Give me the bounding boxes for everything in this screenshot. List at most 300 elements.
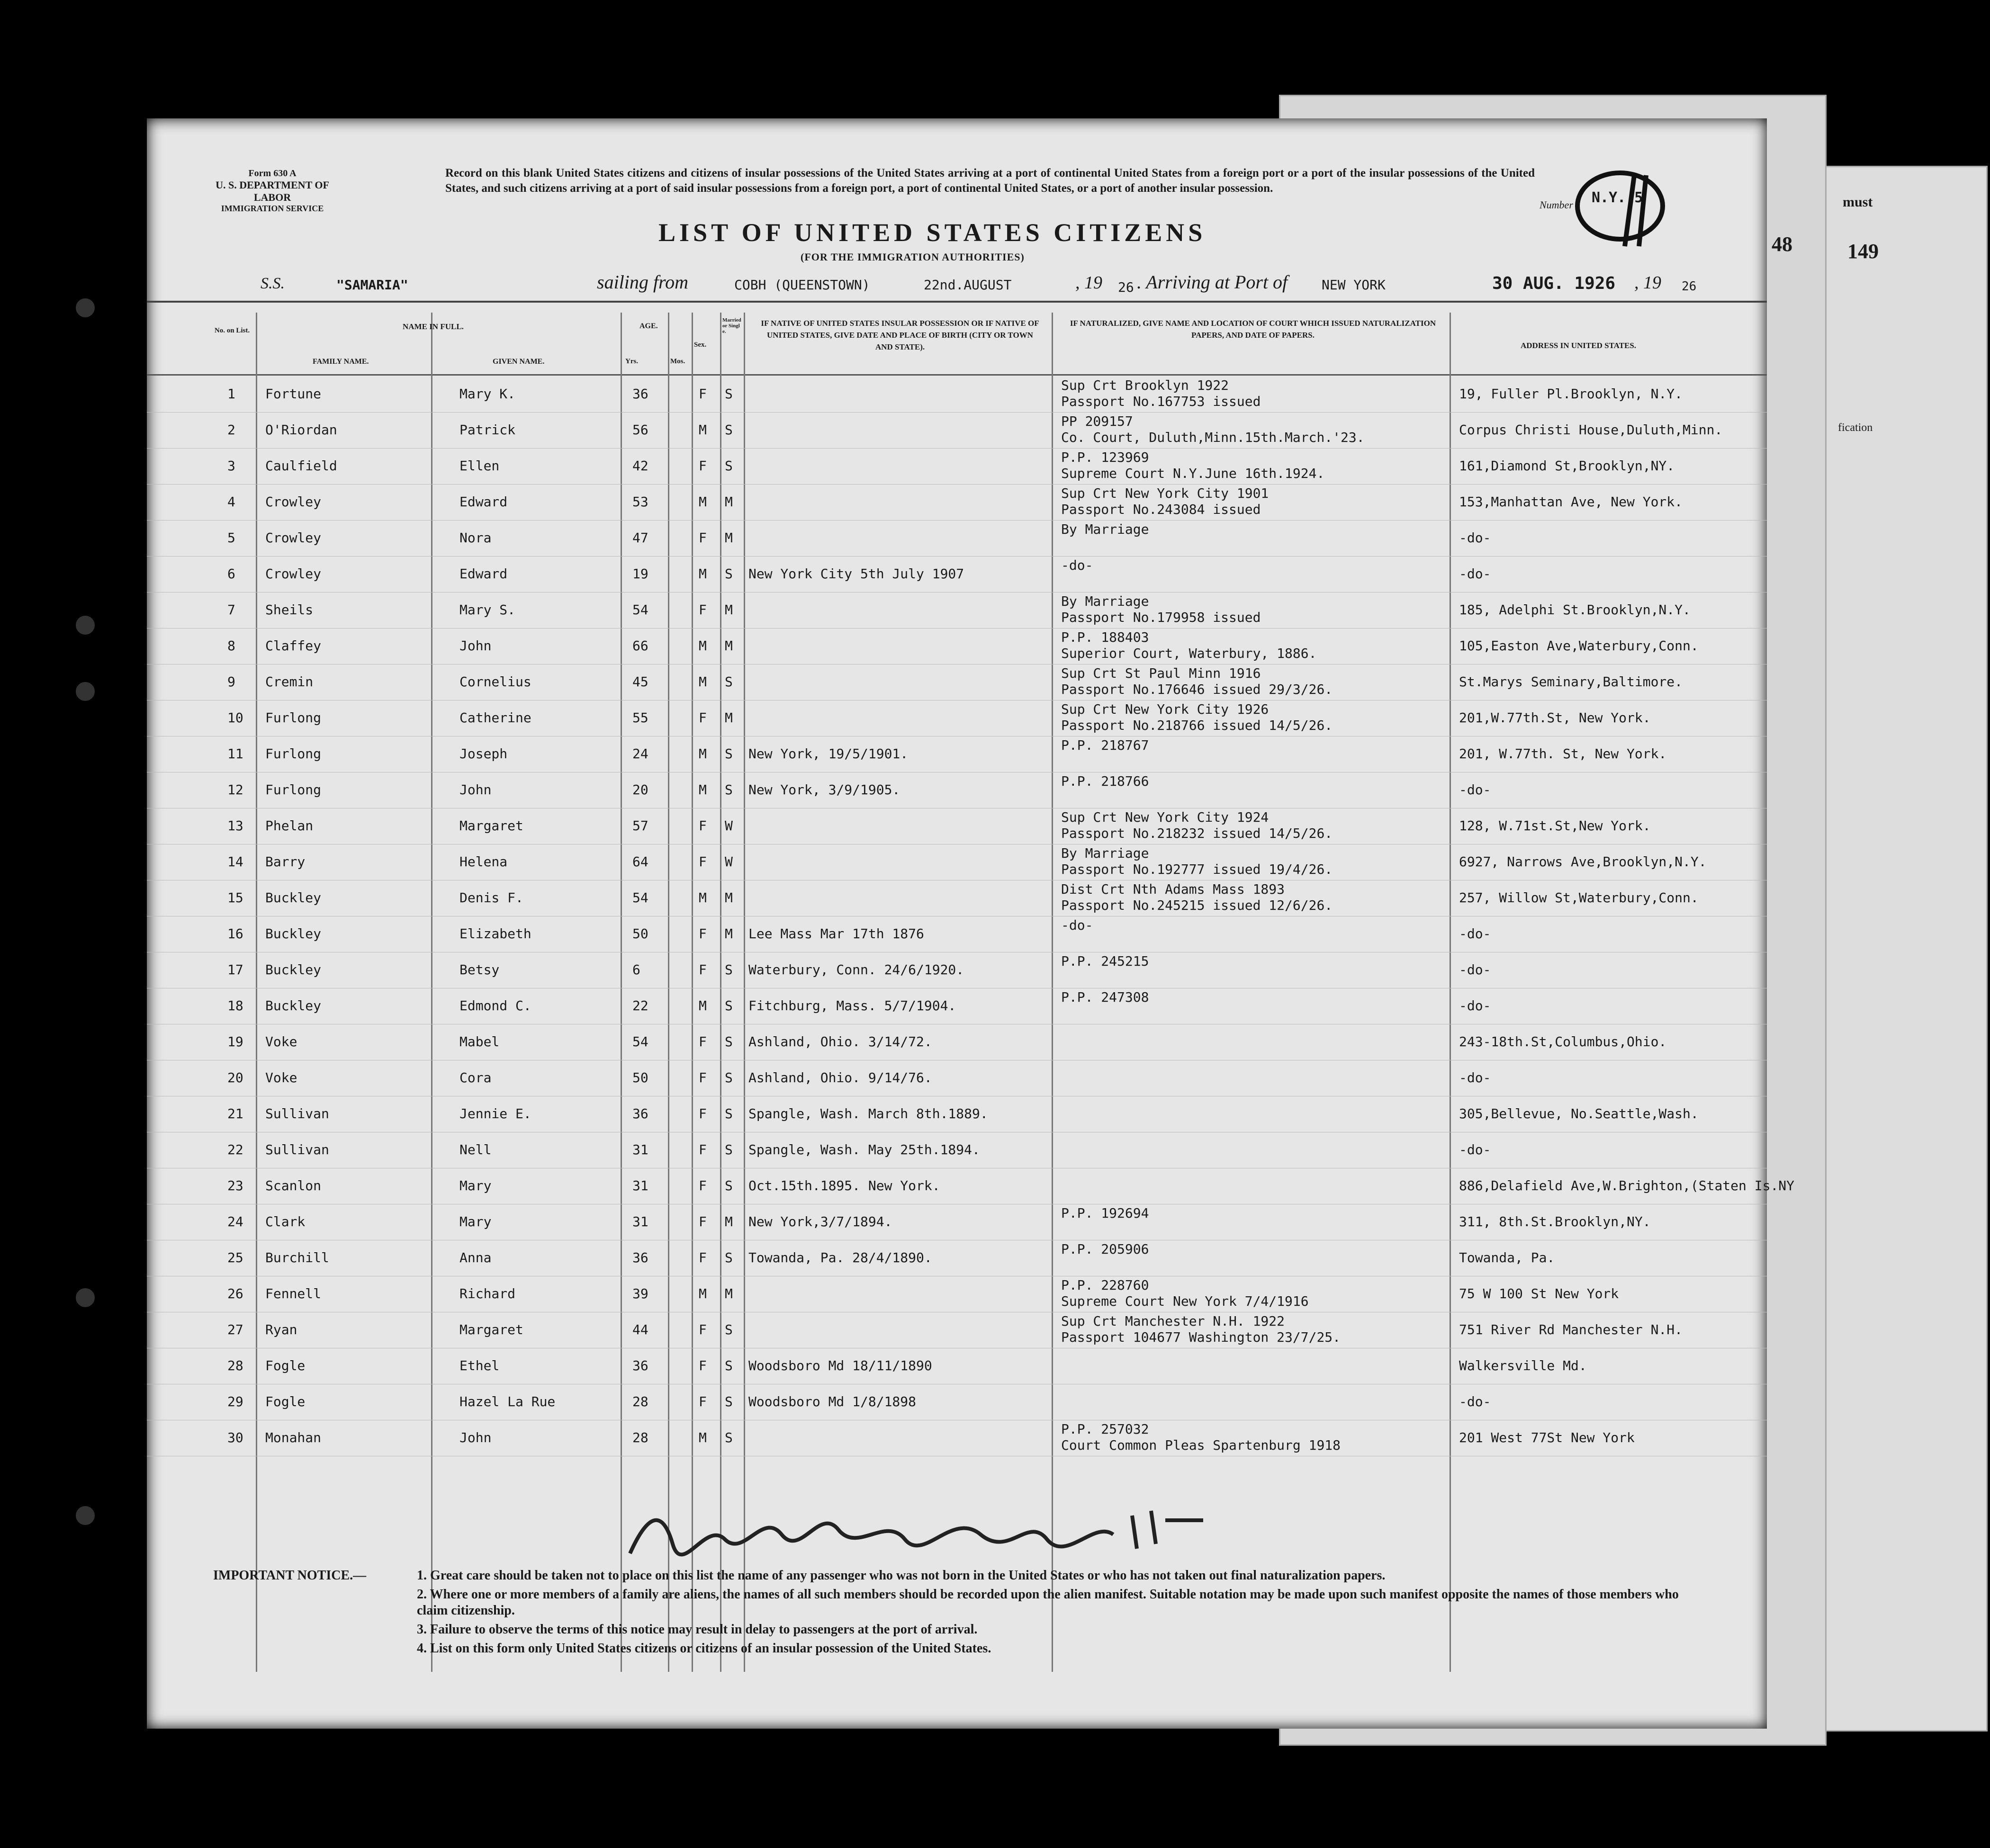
cell-marital: M: [725, 890, 733, 906]
signature: [621, 1501, 1236, 1568]
cell-no: 30: [227, 1430, 243, 1445]
cell-given-name: Richard: [459, 1286, 516, 1301]
col-header-age: AGE.: [639, 322, 658, 330]
cell-given-name: Margaret: [459, 1322, 523, 1337]
cell-naturalization-2: Passport No.243084 issued: [1061, 502, 1261, 517]
cell-marital: W: [725, 818, 733, 834]
table-row: [147, 1204, 1767, 1240]
cell-family-name: Barry: [265, 854, 306, 870]
cell-sex: F: [699, 602, 707, 618]
date-from: 22nd.AUGUST: [924, 277, 1012, 293]
cell-family-name: Sullivan: [265, 1142, 329, 1157]
cell-family-name: Furlong: [265, 746, 322, 762]
cell-given-name: Jennie E.: [459, 1106, 531, 1121]
cell-sex: M: [699, 638, 707, 654]
cell-address: 751 River Rd Manchester N.H.: [1459, 1322, 1683, 1337]
cell-marital: S: [725, 1322, 733, 1337]
cell-family-name: Fortune: [265, 386, 322, 402]
cell-marital: S: [725, 422, 733, 438]
cell-age-years: 31: [632, 1178, 648, 1193]
cell-age-years: 6: [632, 962, 640, 978]
cell-sex: F: [699, 1106, 707, 1121]
cell-no: 8: [227, 638, 235, 654]
cell-naturalization-1: By Marriage: [1061, 521, 1149, 537]
cell-birth: New York City 5th July 1907: [748, 566, 964, 582]
cell-marital: M: [725, 494, 733, 510]
table-row: [147, 808, 1767, 844]
cell-naturalization-1: P.P. 218766: [1061, 773, 1149, 789]
cell-naturalization-1: P.P. 218767: [1061, 737, 1149, 753]
cell-birth: Ashland, Ohio. 3/14/72.: [748, 1034, 932, 1050]
notice-item: 2. Where one or more members of a family are aliens, the names of all such members should be recorded upon the alien manifest. Suitable notation may be made upon such manifest opposite the names of those members who claim citizenship.: [417, 1587, 1679, 1618]
cell-marital: M: [725, 638, 733, 654]
cell-birth: New York,3/7/1894.: [748, 1214, 892, 1229]
cell-given-name: Mary S.: [459, 602, 516, 618]
cell-address: 75 W 100 St New York: [1459, 1286, 1619, 1301]
cell-age-years: 64: [632, 854, 648, 870]
cell-given-name: John: [459, 1430, 492, 1445]
cell-family-name: Cremin: [265, 674, 314, 690]
cell-family-name: O'Riordan: [265, 422, 337, 438]
cell-given-name: Mary K.: [459, 386, 516, 402]
cell-address: 19, Fuller Pl.Brooklyn, N.Y.: [1459, 386, 1683, 402]
cell-sex: M: [699, 746, 707, 762]
cell-age-years: 31: [632, 1142, 648, 1157]
cell-address: 153,Manhattan Ave, New York.: [1459, 494, 1683, 510]
table-row: [147, 592, 1767, 628]
cell-given-name: Cornelius: [459, 674, 531, 690]
cell-sex: F: [699, 1070, 707, 1085]
cell-no: 9: [227, 674, 235, 690]
cell-birth: New York, 3/9/1905.: [748, 782, 900, 798]
cell-naturalization-1: P.P. 123969: [1061, 449, 1149, 465]
page-subtitle: (FOR THE IMMIGRATION AUTHORITIES): [801, 251, 1025, 263]
cell-no: 2: [227, 422, 235, 438]
cell-naturalization-2: Superior Court, Waterbury, 1886.: [1061, 646, 1317, 661]
cell-family-name: Crowley: [265, 566, 322, 582]
cell-marital: S: [725, 782, 733, 798]
cell-sex: M: [699, 422, 707, 438]
cell-address: 311, 8th.St.Brooklyn,NY.: [1459, 1214, 1651, 1229]
cell-family-name: Ryan: [265, 1322, 297, 1337]
cell-family-name: Monahan: [265, 1430, 322, 1445]
year-2: 26: [1682, 279, 1697, 294]
cell-no: 13: [227, 818, 243, 834]
cell-marital: S: [725, 1430, 733, 1445]
cell-given-name: Betsy: [459, 962, 500, 978]
cell-given-name: Catherine: [459, 710, 531, 726]
cell-no: 24: [227, 1214, 243, 1229]
cell-sex: F: [699, 1178, 707, 1193]
cell-no: 5: [227, 530, 235, 546]
cell-naturalization-2: Passport No.245215 issued 12/6/26.: [1061, 897, 1333, 913]
cell-no: 11: [227, 746, 243, 762]
cell-age-years: 22: [632, 998, 648, 1014]
port-from: COBH (QUEENSTOWN): [734, 277, 870, 293]
col-header-address: ADDRESS IN UNITED STATES.: [1521, 341, 1637, 350]
number-label: Number: [1540, 199, 1573, 211]
cell-sex: F: [699, 458, 707, 474]
cell-marital: M: [725, 530, 733, 546]
cell-family-name: Crowley: [265, 530, 322, 546]
cell-age-years: 53: [632, 494, 648, 510]
table-row: [147, 1312, 1767, 1348]
table-row: [147, 772, 1767, 808]
cell-family-name: Fogle: [265, 1394, 306, 1409]
cell-family-name: Crowley: [265, 494, 322, 510]
cell-given-name: Mary: [459, 1178, 492, 1193]
cell-naturalization-1: P.P. 245215: [1061, 953, 1149, 969]
cell-age-years: 55: [632, 710, 648, 726]
cell-sex: F: [699, 1322, 707, 1337]
cell-given-name: Patrick: [459, 422, 516, 438]
table-row: [147, 916, 1767, 952]
cell-naturalization-2: Passport No.179958 issued: [1061, 610, 1261, 625]
binding-hole: [76, 616, 95, 635]
table-row: [147, 1240, 1767, 1276]
cell-marital: M: [725, 1286, 733, 1301]
col-header-naturalized: IF NATURALIZED, GIVE NAME AND LOCATION OF COURT WHICH ISSUED NATURALIZATION PAPERS, AND DATE OF PAPERS.: [1070, 319, 1436, 340]
cell-marital: S: [725, 674, 733, 690]
cell-address: 6927, Narrows Ave,Brooklyn,N.Y.: [1459, 854, 1707, 870]
table-row: [147, 449, 1767, 484]
cell-naturalization-2: Court Common Pleas Spartenburg 1918: [1061, 1437, 1341, 1453]
table-row: [147, 1348, 1767, 1384]
cell-age-years: 57: [632, 818, 648, 834]
cell-address: 201,W.77th.St, New York.: [1459, 710, 1651, 726]
cell-given-name: Mabel: [459, 1034, 500, 1050]
cell-address: 105,Easton Ave,Waterbury,Conn.: [1459, 638, 1699, 654]
cell-birth: Spangle, Wash. March 8th.1889.: [748, 1106, 988, 1121]
cell-age-years: 66: [632, 638, 648, 654]
table-row: [147, 628, 1767, 664]
cell-address: -do-: [1459, 566, 1491, 582]
cell-naturalization-1: -do-: [1061, 557, 1093, 573]
table-row: [147, 700, 1767, 736]
cell-sex: M: [699, 1430, 707, 1445]
cell-sex: F: [699, 926, 707, 942]
cell-marital: S: [725, 458, 733, 474]
table-row: [147, 1132, 1767, 1168]
table-row: [147, 1060, 1767, 1096]
cell-marital: S: [725, 1142, 733, 1157]
cell-given-name: Edward: [459, 566, 508, 582]
cell-sex: M: [699, 674, 707, 690]
cell-no: 20: [227, 1070, 243, 1085]
cell-naturalization-1: Sup Crt Manchester N.H. 1922: [1061, 1313, 1285, 1329]
cell-sex: F: [699, 386, 707, 402]
cell-marital: M: [725, 710, 733, 726]
cell-naturalization-1: PP 209157: [1061, 413, 1133, 429]
form-number: Form 630 A U. S. DEPARTMENT OF LABOR IMMIGRATION SERVICE: [216, 168, 329, 213]
cell-marital: S: [725, 962, 733, 978]
table-row: [147, 736, 1767, 772]
cell-age-years: 28: [632, 1430, 648, 1445]
cell-marital: S: [725, 1178, 733, 1193]
cell-naturalization-2: Passport No.218766 issued 14/5/26.: [1061, 718, 1333, 733]
cell-address: 257, Willow St,Waterbury,Conn.: [1459, 890, 1699, 906]
handwritten-signature: [621, 1501, 1236, 1568]
table-row: [147, 377, 1767, 413]
cell-naturalization-1: Sup Crt Brooklyn 1922: [1061, 377, 1229, 393]
cell-birth: Ashland, Ohio. 9/14/76.: [748, 1070, 932, 1085]
cell-given-name: Ellen: [459, 458, 500, 474]
cell-sex: F: [699, 1214, 707, 1229]
arrival-date-stamp: 30 AUG. 1926: [1492, 274, 1616, 293]
cell-age-years: 47: [632, 530, 648, 546]
cell-birth: Fitchburg, Mass. 5/7/1904.: [748, 998, 956, 1014]
cell-no: 22: [227, 1142, 243, 1157]
cell-naturalization-2: Supreme Court N.Y.June 16th.1924.: [1061, 466, 1325, 481]
cell-age-years: 28: [632, 1394, 648, 1409]
margin-number-b: 48: [1772, 233, 1792, 256]
cell-given-name: Mary: [459, 1214, 492, 1229]
table-header-rule: [147, 374, 1767, 376]
cell-marital: S: [725, 1250, 733, 1265]
cell-sex: F: [699, 854, 707, 870]
table-row: [147, 1420, 1767, 1456]
cell-naturalization-2: Passport No.218232 issued 14/5/26.: [1061, 825, 1333, 841]
cell-given-name: John: [459, 782, 492, 798]
table-row: [147, 520, 1767, 556]
cell-given-name: Edward: [459, 494, 508, 510]
handwritten-number-mark: [1563, 156, 1677, 251]
cell-family-name: Voke: [265, 1070, 297, 1085]
cell-no: 27: [227, 1322, 243, 1337]
cell-naturalization-1: Sup Crt New York City 1924: [1061, 809, 1269, 825]
cell-given-name: Hazel La Rue: [459, 1394, 556, 1409]
cell-marital: W: [725, 854, 733, 870]
cell-no: 25: [227, 1250, 243, 1265]
cell-family-name: Buckley: [265, 962, 322, 978]
cell-no: 28: [227, 1358, 243, 1373]
cell-address: -do-: [1459, 1394, 1491, 1409]
cell-birth: Woodsboro Md 1/8/1898: [748, 1394, 917, 1409]
margin-word-a: must: [1843, 194, 1873, 210]
table-row: [147, 952, 1767, 988]
col-header-family: FAMILY NAME.: [313, 358, 369, 366]
cell-given-name: John: [459, 638, 492, 654]
cell-birth: New York, 19/5/1901.: [748, 746, 909, 762]
cell-sex: F: [699, 962, 707, 978]
cell-marital: S: [725, 1034, 733, 1050]
cell-no: 7: [227, 602, 235, 618]
cell-age-years: 39: [632, 1286, 648, 1301]
cell-sex: M: [699, 1286, 707, 1301]
cell-sex: M: [699, 494, 707, 510]
table-row: [147, 1096, 1767, 1132]
binding-hole: [76, 1506, 95, 1525]
cell-address: 185, Adelphi St.Brooklyn,N.Y.: [1459, 602, 1691, 618]
cell-no: 6: [227, 566, 235, 582]
cell-age-years: 31: [632, 1214, 648, 1229]
table-row: [147, 1384, 1767, 1420]
cell-age-years: 36: [632, 1106, 648, 1121]
table-row: [147, 844, 1767, 880]
cell-sex: F: [699, 530, 707, 546]
cell-naturalization-2: Passport No.176646 issued 29/3/26.: [1061, 682, 1333, 697]
cell-no: 15: [227, 890, 243, 906]
ss-label: S.S.: [261, 275, 285, 292]
cell-address: -do-: [1459, 1142, 1491, 1157]
cell-no: 17: [227, 962, 243, 978]
cell-family-name: Burchill: [265, 1250, 329, 1265]
sailing-label: sailing from: [597, 271, 688, 293]
cell-marital: S: [725, 1106, 733, 1121]
cell-family-name: Furlong: [265, 710, 322, 726]
cell-given-name: Edmond C.: [459, 998, 531, 1014]
table-row: [147, 1024, 1767, 1060]
arriving-label: . Arriving at Port of: [1137, 271, 1288, 293]
cell-marital: S: [725, 998, 733, 1014]
cell-naturalization-1: By Marriage: [1061, 845, 1149, 861]
cell-sex: F: [699, 1358, 707, 1373]
cell-naturalization-2: Co. Court, Duluth,Minn.15th.March.'23.: [1061, 430, 1365, 445]
cell-address: Walkersville Md.: [1459, 1358, 1587, 1373]
cell-age-years: 50: [632, 926, 648, 942]
cell-address: -do-: [1459, 962, 1491, 978]
cell-family-name: Sheils: [265, 602, 314, 618]
notice-item: 3. Failure to observe the terms of this notice may result in delay to passengers at the port of arrival.: [417, 1622, 978, 1637]
cell-family-name: Scanlon: [265, 1178, 322, 1193]
cell-naturalization-2: Passport No.192777 issued 19/4/26.: [1061, 861, 1333, 877]
cell-no: 4: [227, 494, 235, 510]
cell-address: Towanda, Pa.: [1459, 1250, 1555, 1265]
cell-birth: Lee Mass Mar 17th 1876: [748, 926, 924, 942]
number-value: N.Y. 5: [1592, 189, 1643, 206]
cell-birth: Woodsboro Md 18/11/1890: [748, 1358, 932, 1373]
col-header-married: Married or Single.: [722, 317, 741, 334]
cell-address: St.Marys Seminary,Baltimore.: [1459, 674, 1683, 690]
page-title: LIST OF UNITED STATES CITIZENS: [658, 218, 1207, 247]
cell-age-years: 42: [632, 458, 648, 474]
cell-address: -do-: [1459, 998, 1491, 1014]
cell-given-name: Nora: [459, 530, 492, 546]
cell-no: 21: [227, 1106, 243, 1121]
cell-no: 23: [227, 1178, 243, 1193]
cell-naturalization-1: P.P. 247308: [1061, 989, 1149, 1005]
cell-naturalization-1: By Marriage: [1061, 593, 1149, 609]
cell-age-years: 24: [632, 746, 648, 762]
cell-address: 201, W.77th. St, New York.: [1459, 746, 1667, 762]
col-header-name: NAME IN FULL.: [403, 322, 464, 331]
table-row: [147, 556, 1767, 592]
cell-given-name: Ethel: [459, 1358, 500, 1373]
cell-family-name: Caulfield: [265, 458, 337, 474]
cell-given-name: Anna: [459, 1250, 492, 1265]
binding-hole: [76, 682, 95, 701]
year-1: 26: [1118, 279, 1134, 295]
cell-address: 201 West 77St New York: [1459, 1430, 1635, 1445]
cell-no: 1: [227, 386, 235, 402]
cell-marital: M: [725, 1214, 733, 1229]
cell-family-name: Buckley: [265, 890, 322, 906]
cell-marital: S: [725, 1070, 733, 1085]
cell-naturalization-1: Sup Crt St Paul Minn 1916: [1061, 665, 1261, 681]
cell-naturalization-2: Passport No.167753 issued: [1061, 394, 1261, 409]
cell-sex: M: [699, 890, 707, 906]
cell-address: 886,Delafield Ave,W.Brighton,(Staten Is.NY: [1459, 1178, 1795, 1193]
port-to: NEW YORK: [1322, 277, 1386, 293]
year-prefix-1: , 19: [1075, 273, 1102, 293]
cell-naturalization-1: P.P. 192694: [1061, 1205, 1149, 1221]
cell-age-years: 54: [632, 1034, 648, 1050]
cell-naturalization-1: P.P. 188403: [1061, 629, 1149, 645]
col-header-birth: IF NATIVE OF UNITED STATES INSULAR POSSESSION OR IF NATIVE OF UNITED STATES, GIVE DATE AND PLACE OF BIRTH (CITY OR TOWN AND STATE).: [761, 319, 1039, 351]
cell-naturalization-1: Sup Crt New York City 1926: [1061, 701, 1269, 717]
cell-marital: M: [725, 926, 733, 942]
year-prefix-2: , 19: [1634, 273, 1661, 293]
cell-sex: F: [699, 818, 707, 834]
cell-marital: S: [725, 566, 733, 582]
binding-hole: [76, 298, 95, 317]
binding-hole: [76, 1288, 95, 1307]
cell-no: 12: [227, 782, 243, 798]
cell-age-years: 36: [632, 1358, 648, 1373]
table-row: [147, 413, 1767, 449]
cell-sex: F: [699, 1034, 707, 1050]
cell-address: -do-: [1459, 926, 1491, 942]
cell-address: 243-18th.St,Columbus,Ohio.: [1459, 1034, 1667, 1050]
cell-no: 26: [227, 1286, 243, 1301]
cell-no: 19: [227, 1034, 243, 1050]
cell-naturalization-1: P.P. 257032: [1061, 1421, 1149, 1437]
cell-family-name: Buckley: [265, 926, 322, 942]
cell-sex: M: [699, 566, 707, 582]
cell-given-name: Elizabeth: [459, 926, 531, 942]
cell-given-name: Margaret: [459, 818, 523, 834]
cell-sex: M: [699, 998, 707, 1014]
cell-address: -do-: [1459, 1070, 1491, 1085]
cell-age-years: 56: [632, 422, 648, 438]
cell-naturalization-1: Dist Crt Nth Adams Mass 1893: [1061, 881, 1285, 897]
cell-no: 3: [227, 458, 235, 474]
cell-marital: S: [725, 746, 733, 762]
cell-age-years: 54: [632, 602, 648, 618]
cell-address: -do-: [1459, 782, 1491, 798]
notice-item: 1. Great care should be taken not to place on this list the name of any passenger who was not born in the United States or who has not taken out final naturalization papers.: [417, 1568, 1386, 1583]
margin-number-c: 149: [1847, 240, 1879, 263]
cell-naturalization-1: P.P. 228760: [1061, 1277, 1149, 1293]
cell-family-name: Claffey: [265, 638, 322, 654]
cell-birth: Waterbury, Conn. 24/6/1920.: [748, 962, 964, 978]
cell-marital: S: [725, 1358, 733, 1373]
table-row: [147, 880, 1767, 916]
cell-address: 128, W.71st.St,New York.: [1459, 818, 1651, 834]
notice-label: IMPORTANT NOTICE.—: [213, 1568, 367, 1583]
cell-given-name: Cora: [459, 1070, 492, 1085]
cell-age-years: 54: [632, 890, 648, 906]
margin-word-b: fication: [1838, 422, 1873, 434]
col-header-yrs: Yrs.: [625, 358, 639, 365]
cell-age-years: 36: [632, 386, 648, 402]
table-row: [147, 1168, 1795, 1204]
cell-address: -do-: [1459, 530, 1491, 546]
cell-address: 305,Bellevue, No.Seattle,Wash.: [1459, 1106, 1699, 1121]
cell-family-name: Phelan: [265, 818, 314, 834]
cell-no: 16: [227, 926, 243, 942]
ship-name: "SAMARIA": [336, 277, 408, 293]
cell-family-name: Clark: [265, 1214, 306, 1229]
cell-age-years: 44: [632, 1322, 648, 1337]
cell-no: 18: [227, 998, 243, 1014]
table-row: [147, 1276, 1767, 1312]
cell-given-name: Helena: [459, 854, 508, 870]
cell-family-name: Fogle: [265, 1358, 306, 1373]
cell-sex: F: [699, 710, 707, 726]
cell-age-years: 50: [632, 1070, 648, 1085]
table-row: [147, 988, 1767, 1024]
